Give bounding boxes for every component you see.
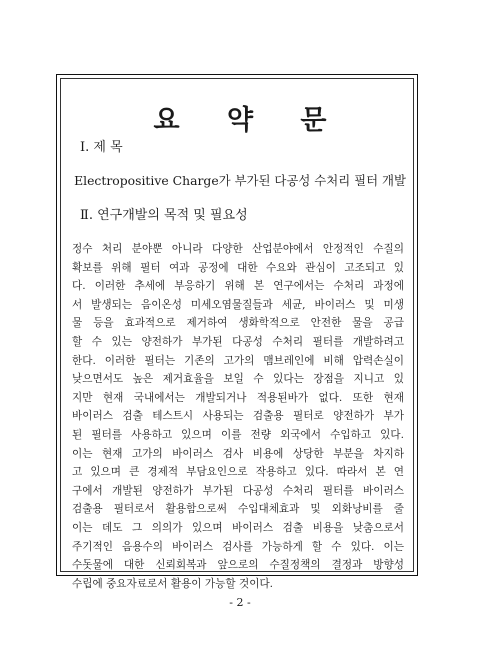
paragraph-line: 이는 데도 그 의의가 있으며 바이러스 검출 비용을 낮춤으로서 — [72, 521, 404, 534]
paragraph-line: 수돗물에 대한 신뢰회복과 앞으로의 수질정책의 결정과 방향성 — [72, 559, 404, 572]
section-1-heading: Ⅰ. 제 목 — [80, 140, 123, 155]
paragraph-line: 확보를 위해 필터 여과 공정에 대한 수요와 관심이 고조되고 있 — [72, 261, 404, 274]
paragraph-line: 된 필터를 사용하고 있으며 이를 전량 외국에서 수입하고 있다. — [72, 428, 404, 441]
paragraph-line: 검출용 필터로서 활용함으로써 수입대체효과 및 외화낭비를 줄 — [72, 503, 404, 516]
summary-title: 요 약 문 — [153, 105, 327, 136]
paragraph-line: 바이러스 검출 테스트시 사용되는 검출용 필터로 양전하가 부가 — [72, 410, 404, 423]
paragraph-line: 고 있으며 큰 경제적 부담요인으로 작용하고 있다. 따라서 본 연 — [72, 466, 404, 479]
paragraph-line: 물 등을 효과적으로 제거하여 생화학적으로 안전한 물을 공급 — [72, 317, 404, 330]
paragraph-line: 정수 처리 분야뿐 아니라 다양한 산업분야에서 안정적인 수질의 — [72, 243, 404, 255]
page-number: - 2 - — [229, 596, 251, 609]
paragraph-line: 지만 현재 국내에서는 개발되거나 적용된바가 없다. 또한 현재 — [72, 391, 404, 404]
purpose-paragraph — [72, 240, 404, 593]
project-title: Electropositive Charge가 부가된 다공성 수처리 필터 개발 — [74, 173, 406, 188]
paragraph-line: 다. 이러한 추세에 부응하기 위해 본 연구에서는 수처리 과정에 — [72, 280, 404, 293]
section-2-heading: Ⅱ. 연구개발의 목적 및 필요성 — [80, 208, 248, 223]
paragraph-line: 이는 현재 고가의 바이러스 검사 비용에 상당한 부분을 차지하 — [72, 447, 404, 460]
paragraph-line: 한다. 이러한 필터는 기존의 고가의 맴브레인에 비해 압력손실이 — [72, 354, 404, 367]
paragraph-line: 낮으면서도 높은 제거효율을 보일 수 있다는 장점을 지니고 있 — [72, 373, 404, 386]
paragraph-line: 서 발생되는 음이온성 미세오염물질들과 세균, 바이러스 및 미생 — [72, 298, 404, 311]
paragraph-line: 할 수 있는 양전하가 부가된 다공성 수처리 필터를 개발하려고 — [72, 335, 404, 348]
paragraph-line: 구에서 개발된 양전하가 부가된 다공성 수처리 필터를 바이러스 — [72, 484, 404, 497]
paragraph-line: 수립에 중요자료로서 활용이 가능할 것이다. — [72, 577, 274, 590]
paragraph-line: 주기적인 음용수의 바이러스 검사를 가능하게 할 수 있다. 이는 — [72, 540, 404, 553]
